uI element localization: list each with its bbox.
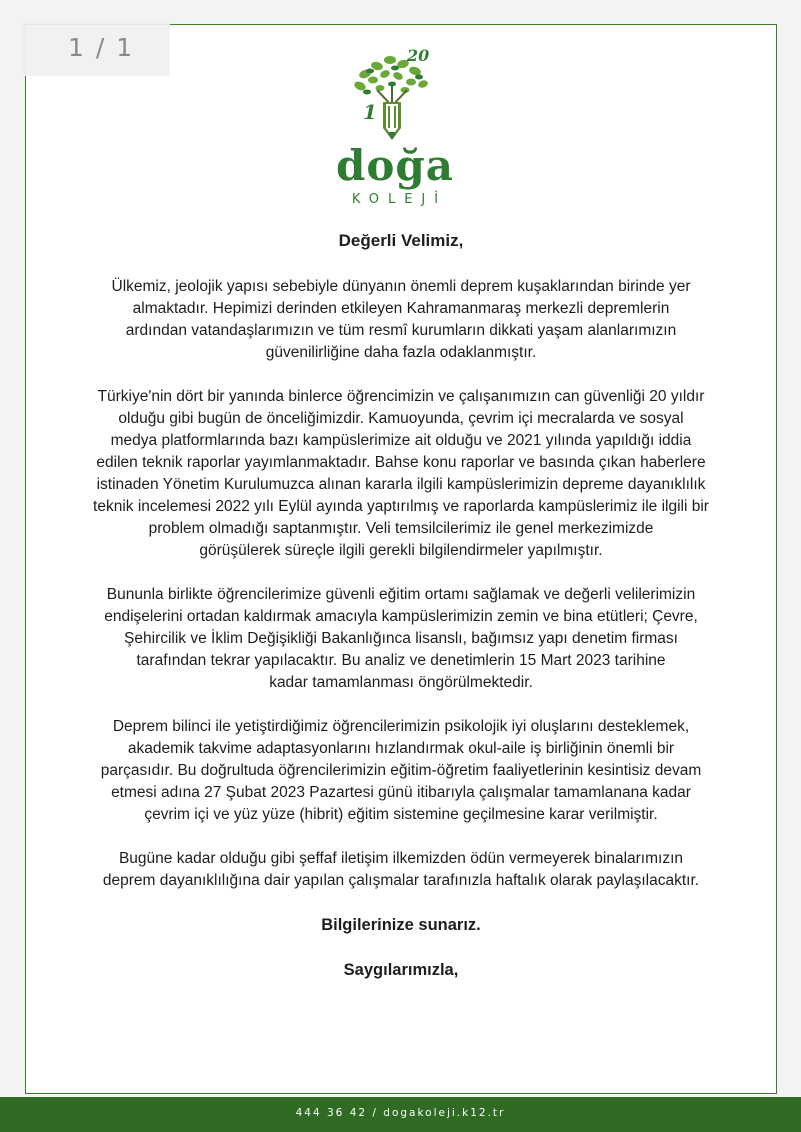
text-line: Bugüne kadar olduğu gibi şeffaf iletişim ilkemizden ödün vermeyerek binalarımızın [118,850,684,867]
paragraph-1 [50,276,752,364]
text-line: Ülkemiz, jeolojik yapısı sebebiyle dünyanın önemli deprem kuşaklarından birinde yer [111,278,691,295]
text-line: kadar tamamlanması öngörülmektedir. [269,674,533,691]
text-line: Deprem bilinci ile yetiştirdiğimiz öğrencilerimizin psikolojik iyi oluşlarını desteklemek, [112,718,690,735]
closing-line: Bilgilerinize sunarız. [321,916,481,934]
text-line: tarafından tekrar yapılacaktır. Bu analiz ve denetimlerin 15 Mart 2023 tarihine [136,652,666,669]
text-line: Şehircilik ve İklim Değişikliği Bakanlığınca lisanslı, bağımsız yapı denetim firması [124,630,678,647]
text-line: teknik incelemesi 2022 yılı Eylül ayında yaptırılmış ve raporlarda kampüslerimiz ile ilgili bir [93,498,709,515]
paragraph-3 [50,584,752,694]
text-line: problem olmadığı saptanmıştır. Veli temsilcilerimiz ile genel merkezimizde [148,520,654,537]
text-line: endişelerini ortadan kaldırmak amacıyla kampüslerimizin zemin ve bina etütleri; Çevre, [104,608,698,625]
salutation: Değerli Velimiz, [338,231,464,250]
text-line: parçasıdır. Bu doğrultuda öğrencilerimizin eğitim-öğretim faaliyetlerinin kesintisiz devam [100,762,702,779]
logo-name: doğa [336,141,454,190]
doga-koleji-logo [335,44,455,224]
text-line: akademik takvime adaptasyonlarını hızlandırmak okul-aile iş birliğinin önemli bir [127,740,675,757]
footer-contact-bar: 444 36 42 / dogakoleji.k12.tr [0,1097,801,1132]
text-line: güvenilirliğine daha fazla odaklanmıştır. [265,344,537,361]
text-line: edilen teknik raporlar yayımlanmaktadır. Bahse konu raporlar ve basında çıkan haberlere [96,454,706,471]
text-line: etmesi adına 27 Şubat 2023 Pazartesi günü itibarıyla çalışmalar tamamlanana kadar [111,784,691,801]
paragraph-2 [50,386,752,562]
text-line: medya platformlarında bazı kampüslerimize ait olduğu ve 2021 yılında yapıldığı iddia [110,432,692,449]
text-line: almaktadır. Hepimizi derinden etkileyen Kahramanmaraş merkezli depremlerin [132,300,670,317]
text-line: ardından vatandaşlarımızın ve tüm resmî kurumların dikkati yaşam alanlarımızın [125,322,677,339]
logo-subtitle: KOLEJİ [351,192,448,207]
text-line: görüşülerek süreçle ilgili gerekli bilgilendirmeler yapılmıştır. [199,542,603,559]
paragraph-4 [50,716,752,826]
text-line: Türkiye'nin dört bir yanında binlerce öğrencimizin ve çalışanımızın can güvenliği 20 yıldır [97,388,705,405]
text-line: istinaden Yönetim Kurulumuzca alınan kararla ilgili kampüslerimizin depreme dayanıklılık [96,476,706,493]
text-line: çevrim içi ve yüz yüze (hibrit) eğitim sistemine geçilmesine karar verilmiştir. [144,806,658,823]
page-indicator: 1 / 1 [22,20,170,76]
sign-off: Saygılarımızla, [343,961,459,979]
letter-body [50,230,752,1004]
text-line: Bununla birlikte öğrencilerimize güvenli eğitim ortamı sağlamak ve değerli velilerimizin [106,586,696,603]
text-line: deprem dayanıklılığına dair yapılan çalışmalar tarafınızla haftalık olarak paylaşılacaktır. [102,872,700,889]
text-line: olduğu gibi bugün de önceliğimizdir. Kamuoyunda, çevrim içi mecralarda ve sosyal [118,410,684,427]
paragraph-5 [50,848,752,892]
anniversary-prefix: 1 [363,100,377,124]
anniversary-number: 20 [407,46,430,65]
tree-pencil-icon [335,44,455,144]
